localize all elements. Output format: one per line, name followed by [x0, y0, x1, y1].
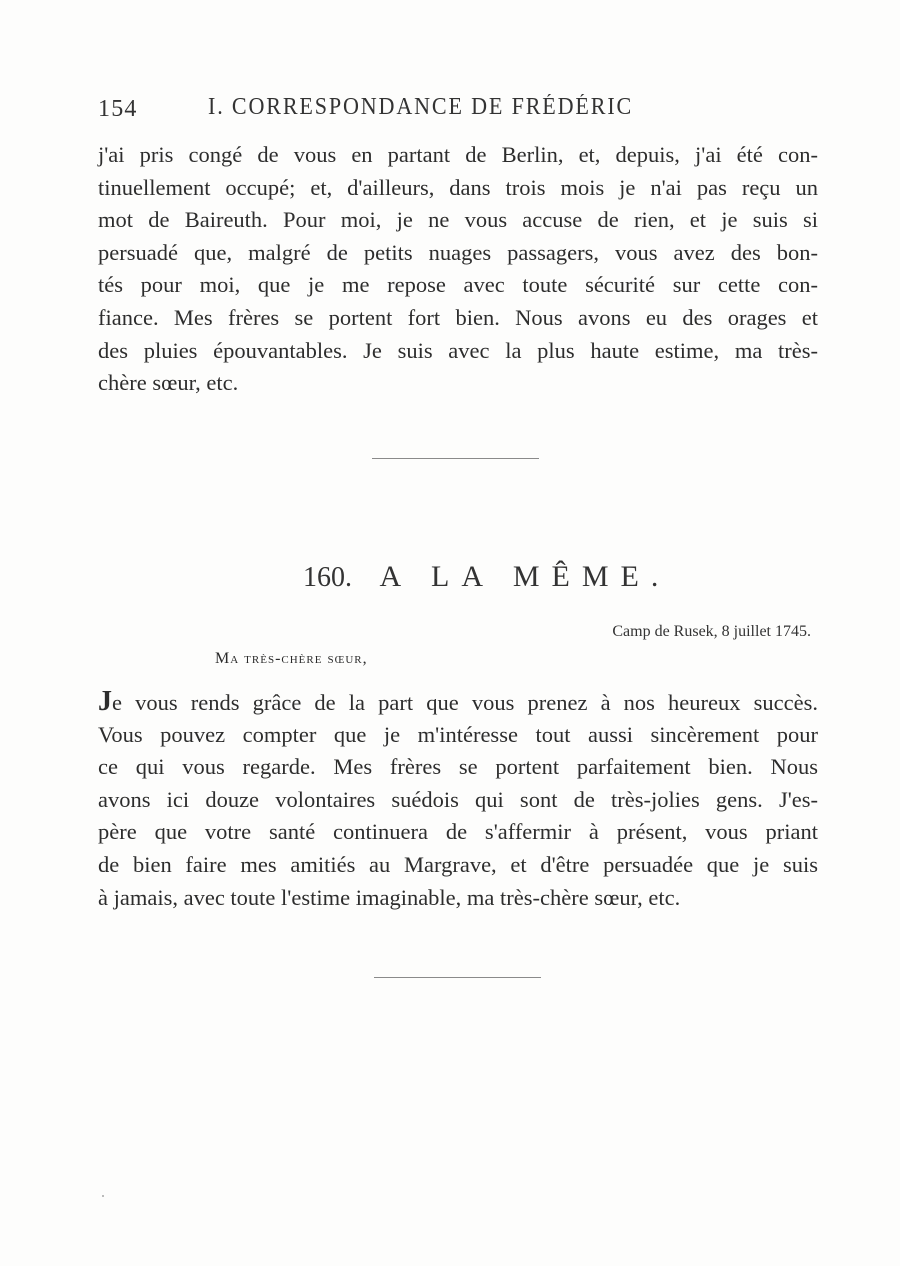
text-line: j'ai pris congé de vous en partant de Berlin, et, depuis, j'ai été con-	[98, 142, 818, 167]
running-head-title: I. CORRESPONDANCE DE FRÉDÉRIC	[208, 94, 634, 120]
text-line: fiance. Mes frères se portent fort bien. Nous avons eu des orages et	[98, 304, 818, 330]
letter-body	[98, 686, 818, 914]
scan-speck	[102, 1195, 104, 1197]
running-head	[98, 94, 818, 124]
text-line: persuadé que, malgré de petits nuages passagers, vous avez des bon-	[98, 239, 818, 265]
text-line: père que votre santé continuera de s'affermir à présent, vous priant	[98, 819, 818, 845]
text-line: ce qui vous regarde. Mes frères se portent parfaitement bien. Nous	[98, 754, 818, 780]
drop-cap: J	[98, 686, 112, 717]
section-divider	[372, 458, 539, 459]
letter-title: A LA MÊME.	[379, 560, 671, 593]
text-line: de bien faire mes amitiés au Margrave, et d'être persuadée que je suis	[98, 851, 818, 877]
text-line: tés pour moi, que je me repose avec toute sécurité sur cette con-	[98, 272, 818, 298]
first-line-text: e vous rends grâce de la part que vous prenez à nos heureux succès.	[112, 690, 818, 715]
text-line: tinuellement occupé; et, d'ailleurs, dans trois mois je n'ai pas reçu un	[98, 174, 818, 200]
page-number: 154	[98, 96, 138, 122]
previous-letter-text	[98, 139, 818, 400]
letter-number: 160.	[303, 562, 352, 593]
text-line	[98, 686, 818, 719]
text-line: chère sœur, etc.	[98, 370, 239, 396]
text-line: à jamais, avec toute l'estime imaginable, ma très-chère sœur, etc.	[98, 884, 681, 910]
section-divider	[374, 977, 541, 978]
text-line: avons ici douze volontaires suédois qui sont de très-jolies gens. J'es-	[98, 786, 818, 812]
letter-heading	[303, 560, 670, 594]
text-line: Vous pouvez compter que je m'intéresse tout aussi sincèrement pour	[98, 721, 818, 747]
text-line: des pluies épouvantables. Je suis avec la plus haute estime, ma très-	[98, 337, 818, 363]
text-line: mot de Baireuth. Pour moi, je ne vous accuse de rien, et je suis si	[98, 207, 818, 233]
letter-salutation: Ma très-chère sœur,	[215, 650, 368, 667]
letter-dateline: Camp de Rusek, 8 juillet 1745.	[612, 623, 811, 640]
